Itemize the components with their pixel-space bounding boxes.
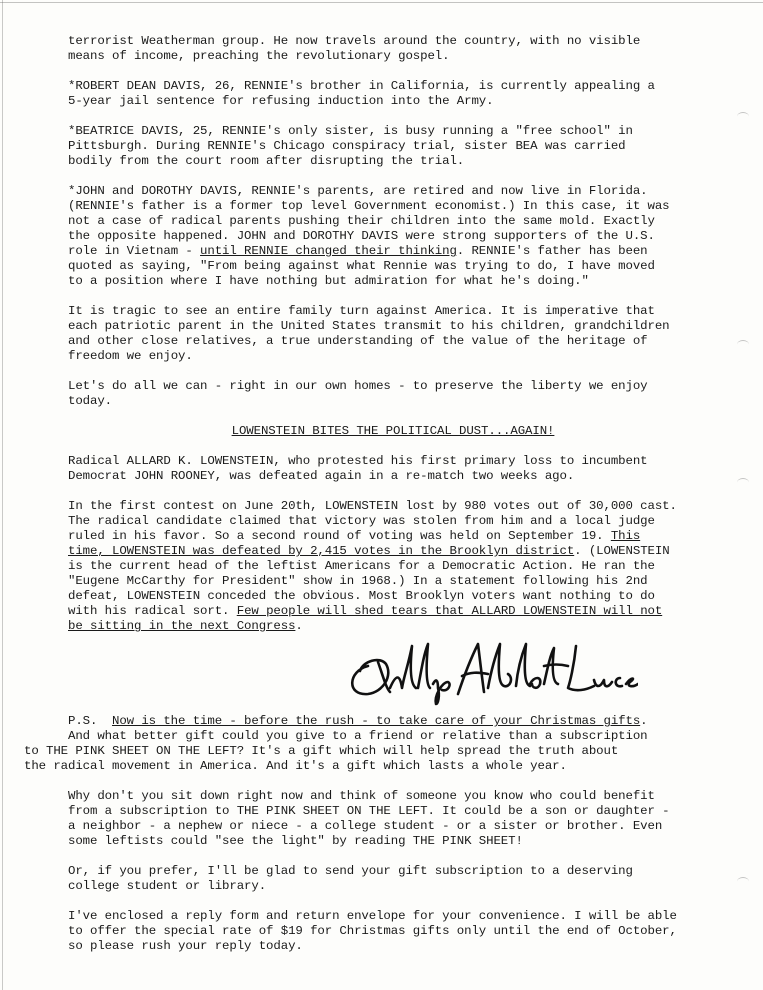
paragraph-parents — [68, 184, 718, 289]
postscript-underlined: Now is the time - before the rush - to take care of your Christmas gifts — [112, 714, 641, 728]
paragraph-tragic: It is tragic to see an entire family turn against America. It is imperative that each patriotic parent in the United States transmit to his children, grandchildren and other close relatives, a true understanding of the value of the heritage of freedom we enjoy. — [68, 304, 670, 363]
paragraph-why-not: Why don't you sit down right now and think of someone you know who could benefit from a subscription to THE PINK SHEET ON THE LEFT. It could be a son or daughter - a neighbor - a nephew or niece - a college student - or a sister or brother. Even some leftists could "see the light" by reading THE PINK SHEET! — [68, 789, 670, 848]
left-edge-rule — [2, 0, 3, 990]
postscript-line1-end: . — [640, 714, 648, 728]
postscript-label: P.S. — [68, 714, 98, 728]
parents-text-c: . RENNIE's father has been quoted as saying, "From being against what Rennie was trying to do, I have moved to a position where I have nothing but admiration for what he's doing." — [68, 244, 655, 288]
postscript — [24, 714, 718, 774]
margin-mark — [737, 340, 749, 349]
top-edge-rule — [0, 2, 763, 3]
parents-underlined: until RENNIE changed their thinking — [200, 244, 457, 258]
contest-text-a: In the first contest on June 20th, LOWENSTEIN lost by 980 votes out of 30,000 cast. The radical candidate claimed that victory was stolen from him and a local judge ruled in his favor. So a second round of voting was held on September 19. — [68, 499, 677, 543]
contest-text-c: . (LOWENSTEIN is the current head of the leftist Americans for a Democratic Action. He ran the "Eugene McCarthy for President" show in 1968.) In a statement following his 2nd defeat, LOWENSTEIN conceded the obvious. Most Brooklyn voters want nothing to do with his radical sort. — [68, 544, 670, 618]
postscript-rest-text: And what better gift could you give to a friend or relative than a subscription to THE PINK SHEET ON THE LEFT? It's a gift which will help spread the truth about the radical movement in America. And it's a gift which lasts a whole year. — [24, 729, 648, 773]
margin-mark — [737, 478, 749, 487]
paragraph-lowenstein-intro: Radical ALLARD K. LOWENSTEIN, who protested his first primary loss to incumbent Democrat JOHN ROONEY, was defeated again in a re-match two weeks ago. — [68, 454, 648, 483]
paragraph-robert-davis: *ROBERT DEAN DAVIS, 26, RENNIE's brother in California, is currently appealing a 5-year jail sentence for refusing induction into the Army. — [68, 79, 655, 108]
handwritten-signature-image — [338, 626, 638, 706]
margin-mark — [737, 877, 749, 886]
paragraph-or-prefer: Or, if you prefer, I'll be glad to send your gift subscription to a deserving college student or library. — [68, 864, 633, 893]
letter-body — [24, 34, 718, 969]
section-heading: LOWENSTEIN BITES THE POLITICAL DUST...AGAIN! — [231, 424, 555, 438]
signature — [68, 626, 718, 706]
contest-underlined-1: This time, LOWENSTEIN was defeated by 2,415 votes in the Brooklyn district — [68, 529, 641, 558]
paragraph-beatrice-davis: *BEATRICE DAVIS, 25, RENNIE's only sister, is busy running a "free school" in Pittsburgh. During RENNIE's Chicago conspiracy trial, sister BEA was carried bodily from the court room after disrupting the trial. — [68, 124, 633, 168]
paragraph-liberty: Let's do all we can - right in our own homes - to preserve the liberty we enjoy today. — [68, 379, 648, 408]
paragraph-lowenstein-contest — [68, 499, 718, 634]
paragraph-enclosed: I've enclosed a reply form and return envelope for your convenience. I will be able to offer the special rate of $19 for Christmas gifts only until the end of October, so please rush your reply today. — [68, 909, 677, 953]
parents-text-a: *JOHN and DOROTHY DAVIS, RENNIE's parents, are retired and now live in Florida. (RENNIE's father is a former top level Government economist.) In this case, it was not a case of radical parents pushing their children into the same mold. Exactly the opposite happened. JOHN and DOROTHY DAVIS were strong supporters of the U.S. role in Vietnam - — [68, 184, 670, 258]
contest-underlined-2: Few people will shed tears that ALLARD LOWENSTEIN will not be sitting in the next Congress — [68, 604, 663, 633]
postscript-rest — [24, 729, 718, 774]
margin-mark — [737, 112, 749, 121]
paragraph-weatherman: terrorist Weatherman group. He now travels around the country, with no visible means of income, preaching the revolutionary gospel. — [68, 34, 641, 63]
contest-text-e: . — [295, 619, 303, 633]
postscript-first-line — [68, 714, 718, 729]
